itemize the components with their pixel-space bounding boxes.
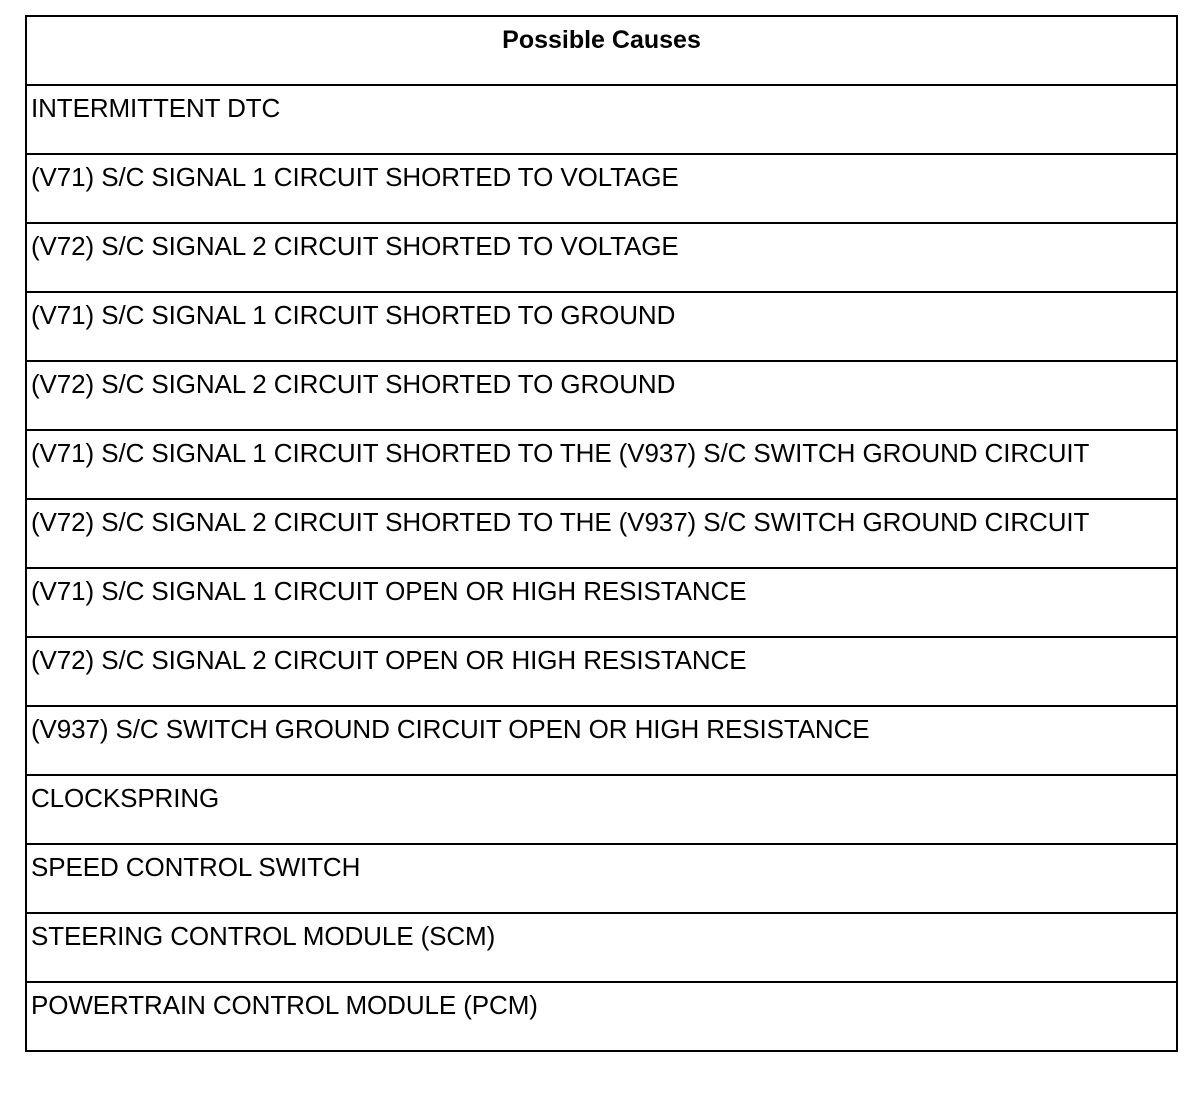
table-row: [26, 499, 1177, 568]
cause-text: (V72) S/C SIGNAL 2 CIRCUIT OPEN OR HIGH RESISTANCE: [31, 645, 747, 675]
table-header-row: [26, 16, 1177, 85]
table-cell: [26, 292, 1177, 361]
cause-text: (V71) S/C SIGNAL 1 CIRCUIT SHORTED TO THE (V937) S/C SWITCH GROUND CIRCUIT: [31, 438, 1090, 468]
table-cell: [26, 223, 1177, 292]
table-cell: [26, 844, 1177, 913]
table-cell: [26, 154, 1177, 223]
possible-causes-table: [25, 15, 1178, 1052]
table-cell: [26, 982, 1177, 1051]
table-header-label: Possible Causes: [502, 26, 701, 54]
cause-text: (V937) S/C SWITCH GROUND CIRCUIT OPEN OR HIGH RESISTANCE: [31, 714, 870, 744]
table-cell: [26, 568, 1177, 637]
table-row: [26, 85, 1177, 154]
cause-text: INTERMITTENT DTC: [31, 93, 281, 123]
table-cell: [26, 499, 1177, 568]
cause-text: (V71) S/C SIGNAL 1 CIRCUIT OPEN OR HIGH RESISTANCE: [31, 576, 747, 606]
table-cell: [26, 430, 1177, 499]
table-row: [26, 223, 1177, 292]
table-row: [26, 706, 1177, 775]
table-cell: [26, 913, 1177, 982]
table-row: [26, 775, 1177, 844]
table-row: [26, 292, 1177, 361]
table-cell: [26, 706, 1177, 775]
cause-text: CLOCKSPRING: [31, 783, 220, 813]
table-header-cell: [26, 16, 1177, 85]
table-row: [26, 361, 1177, 430]
table-cell: [26, 637, 1177, 706]
cause-text: (V72) S/C SIGNAL 2 CIRCUIT SHORTED TO VOLTAGE: [31, 231, 679, 261]
cause-text: (V72) S/C SIGNAL 2 CIRCUIT SHORTED TO THE (V937) S/C SWITCH GROUND CIRCUIT: [31, 507, 1090, 537]
table-row: [26, 913, 1177, 982]
table-cell: [26, 361, 1177, 430]
table-cell: [26, 775, 1177, 844]
cause-text: (V72) S/C SIGNAL 2 CIRCUIT SHORTED TO GROUND: [31, 369, 676, 399]
table-row: [26, 637, 1177, 706]
cause-text: (V71) S/C SIGNAL 1 CIRCUIT SHORTED TO VOLTAGE: [31, 162, 679, 192]
table-row: [26, 982, 1177, 1051]
cause-text: (V71) S/C SIGNAL 1 CIRCUIT SHORTED TO GROUND: [31, 300, 676, 330]
cause-text: POWERTRAIN CONTROL MODULE (PCM): [31, 990, 538, 1020]
table-row: [26, 154, 1177, 223]
table-row: [26, 844, 1177, 913]
table-cell: [26, 85, 1177, 154]
cause-text: STEERING CONTROL MODULE (SCM): [31, 921, 496, 951]
table-row: [26, 568, 1177, 637]
cause-text: SPEED CONTROL SWITCH: [31, 852, 361, 882]
table-row: [26, 430, 1177, 499]
